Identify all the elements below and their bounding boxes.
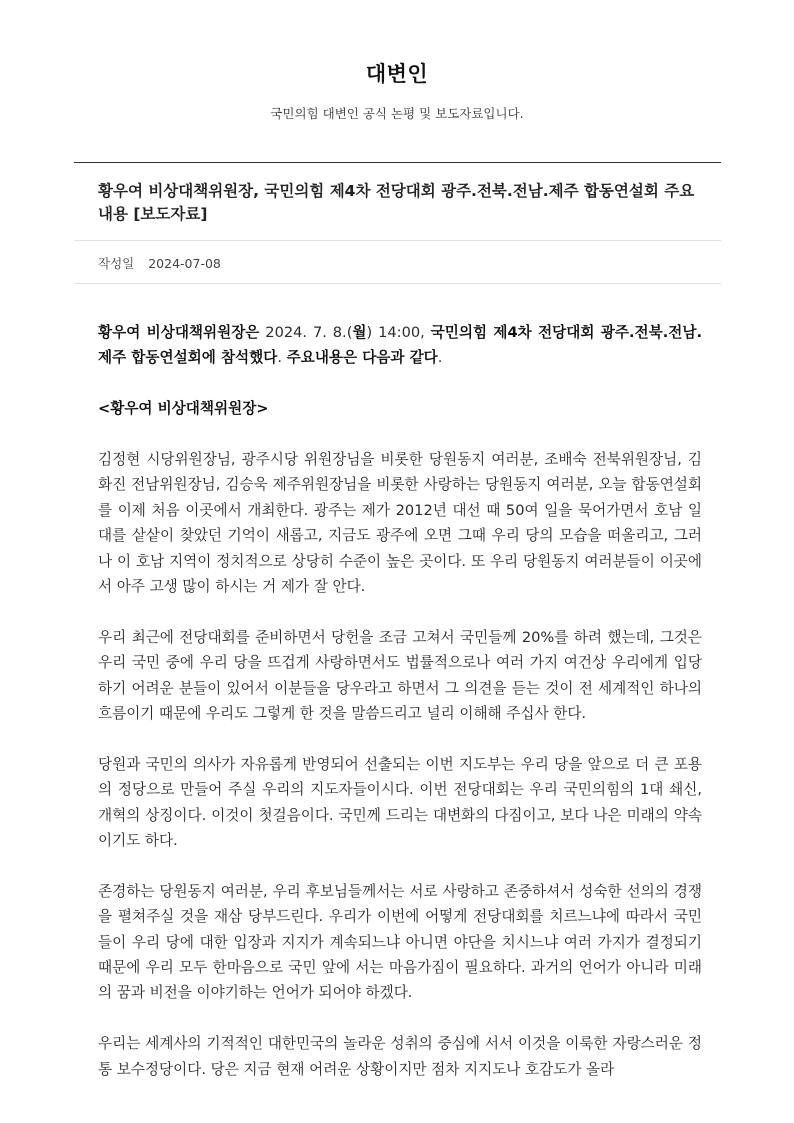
body-paragraph: 우리 최근에 전당대회를 준비하면서 당헌을 조금 고쳐서 국민들께 20%를 하려 했는데, 그것은 우리 국민 중에 우리 당을 뜨겁게 사랑하면서도 법률적으로나 여러 가지 여건상 우리에게 입당하기 어려운 분들이 있어서 이분들을 당우라고 하면서 그 의견을 듣는 것이 전 세계적인 하나의 흐름이기 때문에 우리도 그렇게 한 것을 말씀드리고 널리 이해해 주십사 한다. [98, 628, 702, 723]
lead-bold-3: 국민의힘 제4차 전당대회 광주.전북.전남.제주 합동연설회에 참석했다 [98, 324, 703, 367]
body-paragraph: 존경하는 당원동지 여러분, 우리 후보님들께서는 서로 사랑하고 존중하셔서 성숙한 선의의 경쟁을 펼쳐주실 것을 재삼 당부드린다. 우리가 이번에 어떻게 전당대회를 치르느냐에 따라서 국민들이 우리 당에 대한 입장과 지지가 계속되느냐 아니면 야단을 치시느냐 여러 가지가 결정되기 때문에 우리 모두 한마음으로 국민 앞에 서는 마음가짐이 필요하다. 과거의 언어가 아니라 미래의 꿈과 비전을 이야기하는 언어가 되어야 하겠다. [98, 882, 702, 1002]
article-body [98, 320, 702, 1107]
lead-bold-2: 월 [352, 324, 367, 341]
lead-text-1: 2024. 7. 8.( [259, 324, 353, 341]
post-date: 2024-07-08 [148, 256, 221, 271]
body-paragraph: 당원과 국민의 의사가 자유롭게 반영되어 선출되는 이번 지도부는 우리 당을 앞으로 더 큰 포용의 정당으로 만들어 주실 우리의 지도자들이시다. 이번 전당대회는 우리 국민의힘의 1대 쇄신, 개혁의 상징이다. 이것이 첫걸음이다. 국민께 드리는 대변화의 다짐이고, 보다 나은 미래의 약속이기도 하다. [98, 755, 702, 850]
header-divider [74, 162, 721, 163]
site-title: 대변인 [365, 62, 429, 86]
post-title: 황우여 비상대책위원장, 국민의힘 제4차 전당대회 광주.전북.전남.제주 합동연설회 주요내용 [보도자료] [98, 182, 695, 223]
body-paragraph: 김정현 시당위원장님, 광주시당 위원장님을 비롯한 당원동지 여러분, 조배숙 전북위원장님, 김화진 전남위원장님, 김승욱 제주위원장님을 비롯한 사랑하는 당원동지 여러분, 오늘 합동연설회를 이제 처음 이곳에서 개최한다. 광주는 제가 2012년 대선 때 50여 일을 묵어가면서 호남 일대를 샅샅이 찾았던 기억이 새롭고, 지금도 광주에 오면 그때 우리 당의 모습을 떠올리고, 그러나 이 호남 지역이 정치적으로 상당히 수준이 높은 곳이다. 또 우리 당원동지 여러분들이 이곳에서 아주 고생 많이 하시는 거 제가 잘 안다. [98, 451, 702, 596]
body-paragraph: 우리는 세계사의 기적적인 대한민국의 놀라운 성취의 중심에 서서 이것을 이룩한 자랑스러운 정통 보수정당이다. 당은 지금 현재 어려운 상황이지만 점차 지지도나 호감도가 올라 [98, 1035, 702, 1078]
title-divider [74, 240, 721, 241]
lead-paragraph [98, 320, 702, 371]
post-meta [98, 254, 221, 272]
site-subtitle: 국민의힘 대변인 공식 논평 및 보도자료입니다. [270, 106, 524, 121]
date-label: 작성일 [98, 256, 135, 271]
lead-bold-1: 황우여 비상대책위원장은 [98, 324, 260, 341]
lead-text-4: . [437, 349, 443, 367]
meta-divider [74, 283, 721, 284]
lead-text-3: . [277, 349, 287, 367]
lead-text-2: ) 14:00, [366, 324, 431, 341]
lead-bold-4: 주요내용은 다음과 같다 [286, 349, 438, 367]
speaker-heading: <황우여 비상대책위원장> [98, 400, 269, 418]
